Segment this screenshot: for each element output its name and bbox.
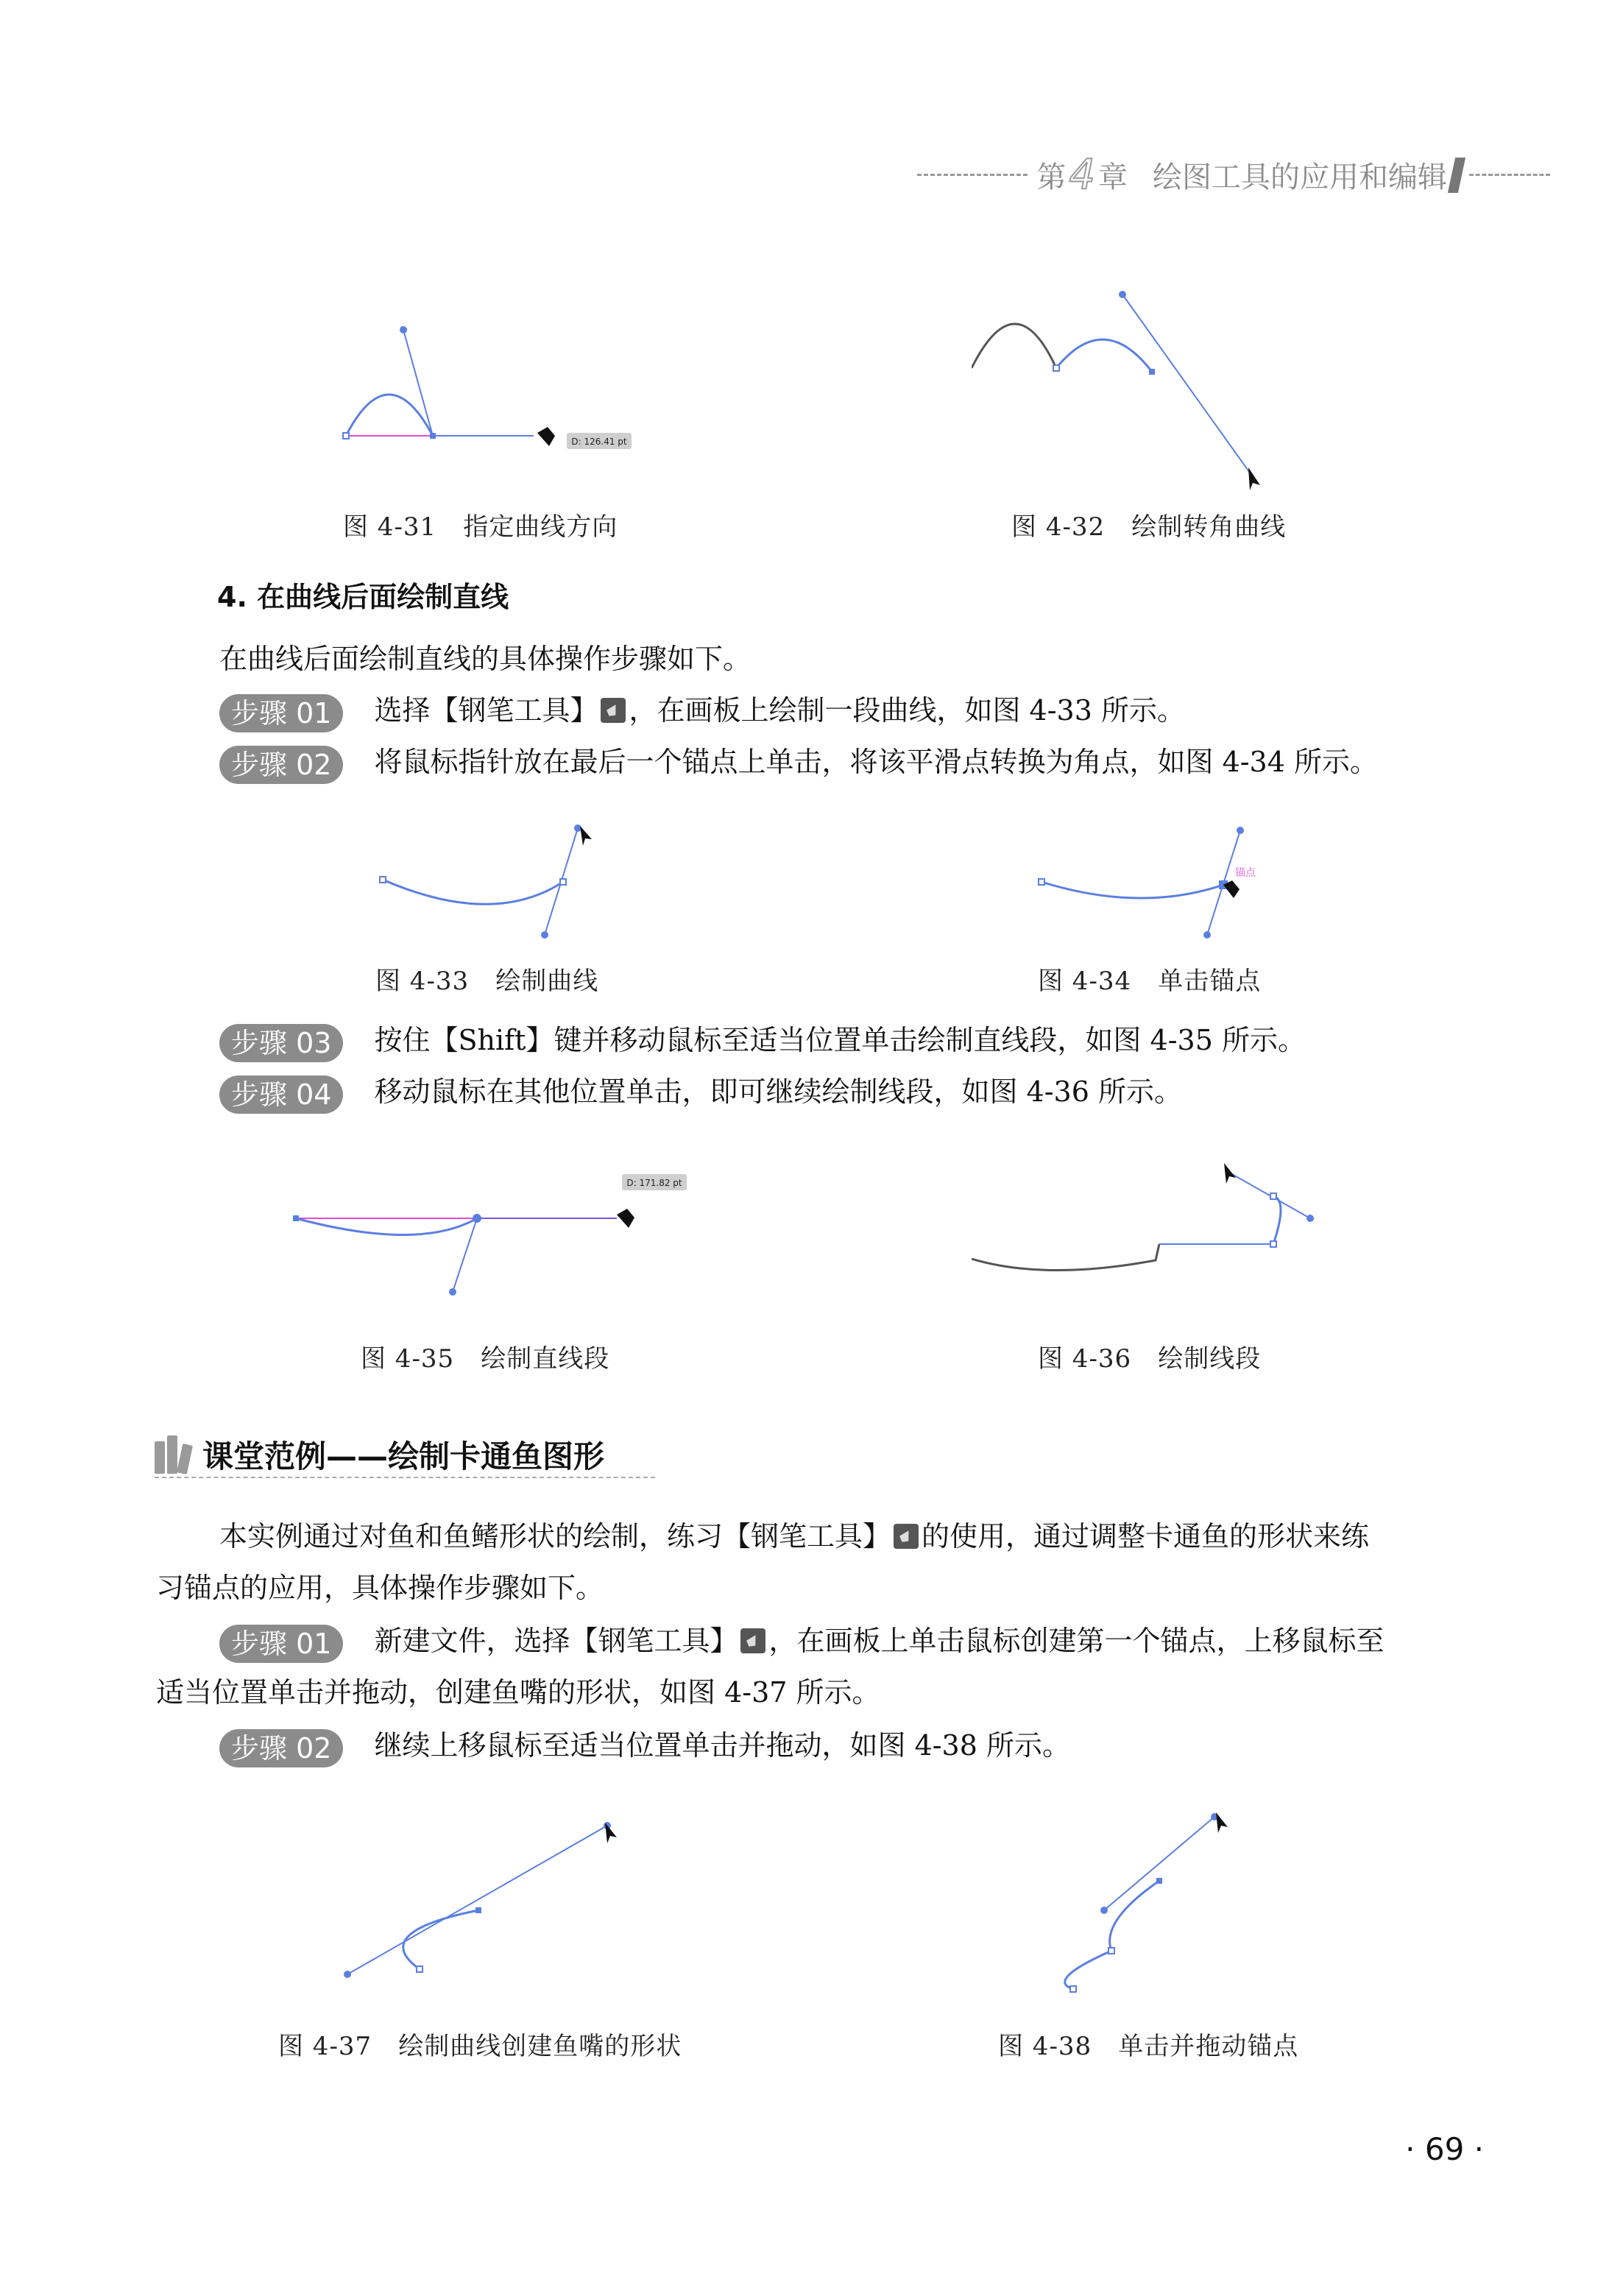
figure-4-32: [972, 280, 1303, 493]
header-dash-right: [1469, 174, 1550, 176]
caption-4-38: 图 4-38 单击并拖动锚点: [998, 2032, 1299, 2061]
caption-4-37: 图 4-37 绘制曲线创建鱼嘴的形状: [278, 2032, 682, 2061]
classroom-title-block: [155, 1433, 604, 1477]
classroom-intro-1: 本实例通过对鱼和鱼鳍形状的绘制，练习【钢笔工具】 的使用，通过调整卡通鱼的形状来练: [219, 1520, 1370, 1553]
classroom-step-01: 步骤 01 新建文件，选择【钢笔工具】 ，在画板上单击鼠标创建第一个锚点，上移鼠标至: [219, 1615, 1384, 1667]
caption-4-36: 图 4-36 绘制线段: [1038, 1344, 1262, 1374]
page-number: · 69 ·: [1405, 2131, 1484, 2167]
pen-tool-icon: [601, 698, 626, 723]
caption-4-31: 图 4-31 指定曲线方向: [343, 512, 618, 542]
caption-4-32: 图 4-32 绘制转角曲线: [1011, 512, 1287, 542]
step-badge: 步骤 01: [219, 694, 343, 732]
figure-4-31: [324, 309, 662, 471]
pen-tool-icon: [894, 1524, 919, 1549]
pen-tool-icon: [740, 1628, 765, 1653]
figure-4-38: [1030, 1796, 1251, 1995]
classroom-step-02: 步骤 02 继续上移鼠标至适当位置单击并拖动，如图 4-38 所示。: [219, 1720, 1070, 1771]
step-badge: 步骤 02: [219, 746, 343, 784]
chapter-prefix: 第: [1036, 160, 1067, 194]
figure-4-35: [287, 1163, 699, 1310]
classroom-step-01-cont: 适当位置单击并拖动，创建鱼嘴的形状，如图 4-37 所示。: [156, 1676, 880, 1709]
step-badge: 步骤 02: [219, 1729, 343, 1767]
header-dash-left: [917, 174, 1028, 176]
section-intro: 在曲线后面绘制直线的具体操作步骤如下。: [219, 643, 752, 675]
caption-4-35: 图 4-35 绘制直线段: [361, 1344, 610, 1374]
step-row-03: 步骤 03 按住【Shift】键并移动鼠标至适当位置单击绘制直线段，如图 4-35 所示。: [219, 1014, 1306, 1066]
figure-4-37: [339, 1811, 626, 1988]
chapter-title: 绘图工具的应用和编辑: [1153, 160, 1447, 194]
chapter-number: 4: [1069, 151, 1095, 199]
step-badge: 步骤 03: [219, 1024, 343, 1062]
figure-4-33: [368, 817, 618, 950]
step-row-04: 步骤 04 移动鼠标在其他位置单击，即可继续绘制线段，如图 4-36 所示。: [219, 1066, 1182, 1117]
chapter-suffix: 章: [1098, 160, 1128, 194]
caption-4-33: 图 4-33 绘制曲线: [375, 967, 599, 996]
step-row-02: 步骤 02 将鼠标指针放在最后一个锚点上单击，将该平滑点转换为角点，如图 4-34 所示。: [219, 736, 1378, 788]
step-row-01: 步骤 01 选择【钢笔工具】 ，在画板上绘制一段曲线，如图 4-33 所示。: [219, 685, 1185, 736]
caption-4-34: 图 4-34 单击锚点: [1038, 967, 1262, 996]
anchor-tag: 锚点: [1235, 867, 1256, 879]
running-header: [917, 151, 1550, 199]
classroom-title: 课堂范例——绘制卡通鱼图形: [202, 1438, 605, 1474]
section-heading: 4. 在曲线后面绘制直线: [217, 581, 509, 613]
figure-4-34: [1030, 817, 1266, 950]
step-badge: 步骤 01: [219, 1625, 343, 1663]
books-icon: [155, 1435, 192, 1474]
step-badge: 步骤 04: [219, 1075, 343, 1114]
classroom-intro-2: 习锚点的应用，具体操作步骤如下。: [156, 1572, 604, 1604]
header-bar: [1448, 158, 1465, 193]
readout-31: D: 126.41 pt: [571, 437, 627, 447]
figure-4-36: [972, 1156, 1332, 1303]
readout-35: D: 171.82 pt: [626, 1178, 682, 1188]
title-underline: [155, 1477, 655, 1478]
